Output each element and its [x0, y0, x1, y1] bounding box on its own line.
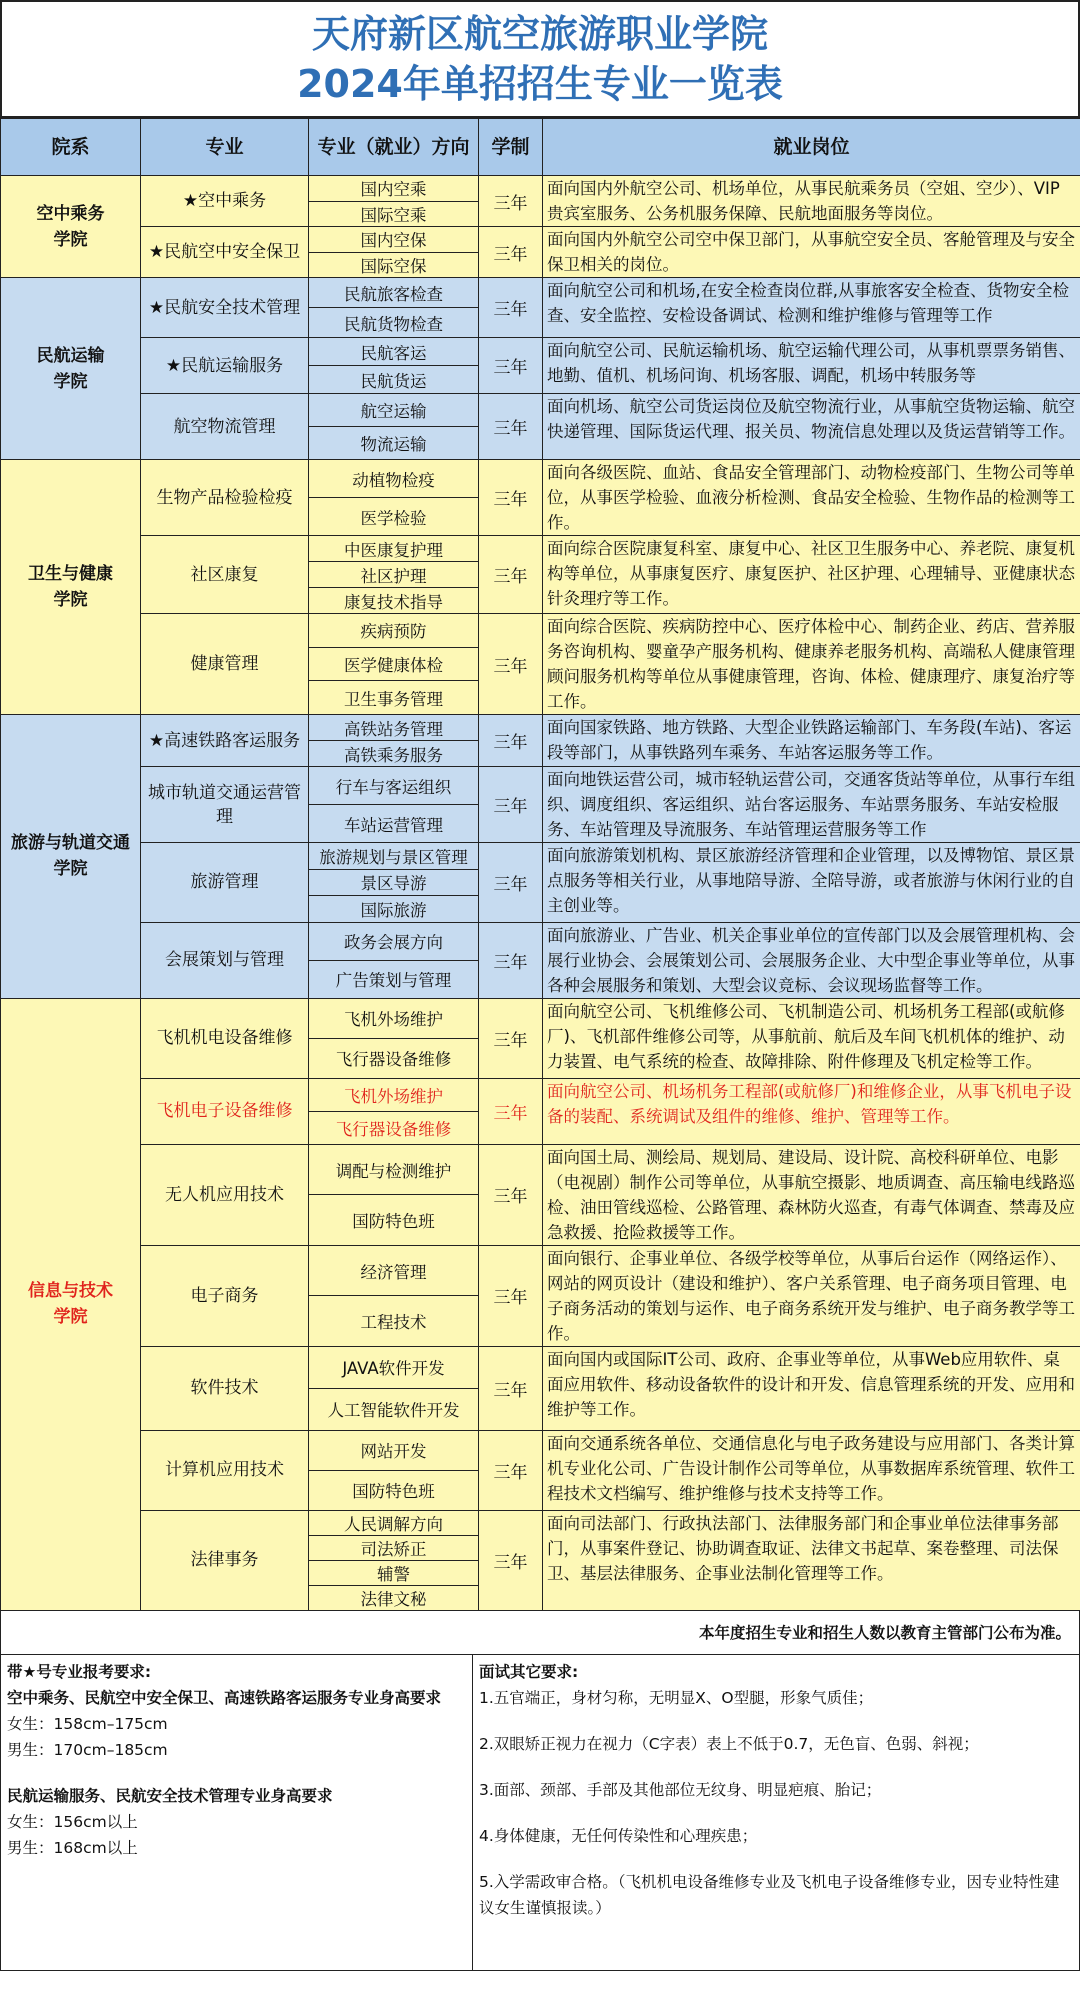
duration-cell: 三年	[479, 1144, 543, 1245]
department-name: 信息与技术 学院	[1, 998, 141, 1610]
direction-cell: 疾病预防	[309, 614, 479, 648]
table-row	[1, 1078, 1080, 1111]
jobs-cell: 面向司法部门、行政执法部门、法律服务部门和企事业单位法律事务部门，从事案件登记、协助调查取证、法律文书起草、案卷整理、司法保卫、基层法律服务、企事业法制化管理等工作。	[543, 1510, 1080, 1610]
interview-item: 2.双眼矫正视力在视力（C字表）表上不低于0.7，无色盲、色弱、斜视；	[479, 1734, 979, 1753]
jobs-cell: 面向国内外航空公司、机场单位，从事民航乘务员（空姐、空少）、VIP贵宾室服务、公务机服务保障、民航地面服务等岗位。	[543, 176, 1080, 227]
jobs-cell: 面向国家铁路、地方铁路、大型企业铁路运输部门、车务段(车站)、客运段等部门，从事铁路列车乘务、车站客运服务等工作。	[543, 715, 1080, 767]
jobs-cell: 面向航空公司、民航运输机场、航空运输代理公司，从事机票票务销售、地勤、值机、机场问询、机场客服、调配，机场中转服务等	[543, 338, 1080, 394]
duration-cell: 三年	[479, 278, 543, 338]
header-jobs: 就业岗位	[543, 119, 1080, 176]
jobs-cell: 面向国内或国际IT公司、政府、企事业等单位，从事Web应用软件、桌面应用软件、移动设备软件的设计和开发、信息管理系统的开发、应用和维护等工作。	[543, 1346, 1080, 1430]
direction-cell: 网站开发	[309, 1430, 479, 1470]
header-major: 专业	[141, 119, 309, 176]
table-row	[1, 176, 1080, 202]
table-row	[1, 227, 1080, 253]
direction-cell: 行车与客运组织	[309, 767, 479, 805]
table-header-row	[1, 119, 1080, 176]
jobs-cell: 面向旅游业、广告业、机关企事业单位的宣传部门以及会展管理机构、会展行业协会、会展策划公司、会展服务企业、大中型企事业等单位，从事各种会展服务和策划、大型会议竞标、会议现场监督等工作。	[543, 922, 1080, 998]
direction-cell: 飞行器设备维修	[309, 1111, 479, 1144]
height-requirements	[1, 1655, 473, 1970]
table-row	[1, 460, 1080, 498]
interview-item: 5.入学需政审合格。（飞机机电设备维修专业及飞机电子设备维修专业，因专业特性建议女生谨慎报读。）	[479, 1872, 1060, 1917]
major-name: ★民航安全技术管理	[141, 278, 309, 338]
duration-cell: 三年	[479, 227, 543, 278]
major-name: 飞机电子设备维修	[141, 1078, 309, 1144]
duration-cell: 三年	[479, 460, 543, 536]
direction-cell: JAVA软件开发	[309, 1346, 479, 1388]
major-name: 法律事务	[141, 1510, 309, 1610]
jobs-cell: 面向各级医院、血站、食品安全管理部门、动物检疫部门、生物公司等单位，从事医学检验、血液分析检测、食品安全检验、生物作品的检测等工作。	[543, 460, 1080, 536]
table-row	[1, 922, 1080, 960]
interview-item: 1.五官端正，身材匀称，无明显X、O型腿，形象气质佳；	[479, 1688, 874, 1707]
direction-cell: 国际空保	[309, 252, 479, 278]
direction-cell: 人民调解方向	[309, 1510, 479, 1535]
header-dept: 院系	[1, 119, 141, 176]
direction-cell: 辅警	[309, 1560, 479, 1585]
direction-cell: 航空运输	[309, 394, 479, 427]
table-row	[1, 614, 1080, 648]
major-name: 软件技术	[141, 1346, 309, 1430]
duration-cell: 三年	[479, 1346, 543, 1430]
jobs-cell: 面向国土局、测绘局、规划局、建设局、设计院、高校科研单位、电影（电视剧）制作公司等单位，从事航空摄影、地质调查、高压输电线路巡检、油田管线巡检、公路管理、森林防火巡查，有毒气体调查、禁毒及应急救援、抢险救援等工作。	[543, 1144, 1080, 1245]
direction-cell: 民航货运	[309, 366, 479, 394]
direction-cell: 政务会展方向	[309, 922, 479, 960]
direction-cell: 经济管理	[309, 1245, 479, 1296]
table-row	[1, 767, 1080, 805]
jobs-cell: 面向旅游策划机构、景区旅游经济管理和企业管理，以及博物馆、景区景点服务等相关行业，从事地陪导游、全陪导游，或者旅游与休闲行业的自主创业等。	[543, 843, 1080, 923]
title-box	[0, 0, 1080, 118]
major-name: 生物产品检验检疫	[141, 460, 309, 536]
jobs-cell: 面向航空公司、飞机维修公司、飞机制造公司、机场机务工程部(或航修厂)、飞机部件维修公司等，从事航前、航后及车间飞机机体的维护、动力装置、电气系统的检查、故障排除、附件修理及飞机定检等工作。	[543, 998, 1080, 1078]
page-subtitle: 2024年单招招生专业一览表	[297, 62, 783, 106]
group2-female: 女生：156cm以上	[7, 1812, 138, 1831]
direction-cell: 国际旅游	[309, 896, 479, 923]
duration-cell: 三年	[479, 767, 543, 843]
majors-table	[0, 118, 1080, 1611]
major-name: ★空中乘务	[141, 176, 309, 227]
duration-cell: 三年	[479, 1245, 543, 1346]
direction-cell: 中医康复护理	[309, 536, 479, 562]
direction-cell: 国际空乘	[309, 201, 479, 227]
group2-male: 男生：168cm以上	[7, 1838, 138, 1857]
jobs-cell: 面向航空公司、机场机务工程部(或航修厂)和维修企业，从事飞机电子设备的装配、系统调试及组件的维修、维护、管理等工作。	[543, 1078, 1080, 1144]
direction-cell: 旅游规划与景区管理	[309, 843, 479, 870]
header-direction: 专业（就业）方向	[309, 119, 479, 176]
duration-cell: 三年	[479, 1430, 543, 1510]
direction-cell: 动植物检疫	[309, 460, 479, 498]
department-name: 空中乘务 学院	[1, 176, 141, 278]
direction-cell: 司法矫正	[309, 1535, 479, 1560]
duration-cell: 三年	[479, 1078, 543, 1144]
direction-cell: 民航货物检查	[309, 308, 479, 338]
table-row	[1, 1245, 1080, 1296]
interview-requirements	[473, 1655, 1079, 1970]
major-name: ★高速铁路客运服务	[141, 715, 309, 767]
direction-cell: 康复技术指导	[309, 588, 479, 614]
duration-cell: 三年	[479, 394, 543, 460]
major-name: 会展策划与管理	[141, 922, 309, 998]
page-title: 天府新区航空旅游职业学院	[311, 12, 768, 56]
table-row	[1, 1346, 1080, 1388]
duration-cell: 三年	[479, 715, 543, 767]
jobs-cell: 面向国内外航空公司空中保卫部门，从事航空安全员、客舱管理及与安全保卫相关的岗位。	[543, 227, 1080, 278]
direction-cell: 高铁站务管理	[309, 715, 479, 741]
major-name: 旅游管理	[141, 843, 309, 923]
header-duration: 学制	[479, 119, 543, 176]
direction-cell: 国防特色班	[309, 1470, 479, 1510]
direction-cell: 卫生事务管理	[309, 681, 479, 715]
direction-cell: 国内空乘	[309, 176, 479, 202]
table-row	[1, 843, 1080, 870]
table-row	[1, 394, 1080, 427]
direction-cell: 民航旅客检查	[309, 278, 479, 308]
jobs-cell: 面向地铁运营公司，城市轻轨运营公司，交通客货站等单位，从事行车组织、调度组织、客运组织、站台客运服务、车站票务服务、车站安检服务、车站管理及导流服务、车站管理运营服务等工作	[543, 767, 1080, 843]
interview-title: 面试其它要求:	[479, 1662, 579, 1681]
table-row	[1, 1510, 1080, 1535]
direction-cell: 景区导游	[309, 869, 479, 896]
duration-cell: 三年	[479, 338, 543, 394]
table-row	[1, 998, 1080, 1038]
jobs-cell: 面向航空公司和机场,在安全检查岗位群,从事旅客安全检查、货物安全检查、安全监控、安检设备调试、检测和维护维修与管理等工作	[543, 278, 1080, 338]
major-name: 城市轨道交通运营管理	[141, 767, 309, 843]
direction-cell: 法律文秘	[309, 1585, 479, 1610]
table-row	[1, 1144, 1080, 1195]
footnote: 本年度招生专业和招生人数以教育主管部门公布为准。	[0, 1611, 1080, 1655]
jobs-cell: 面向综合医院、疾病防控中心、医疗体检中心、制药企业、药店、营养服务咨询机构、婴童孕产服务机构、健康养老服务机构、高端私人健康管理顾问服务机构等单位从事健康管理，咨询、体检、健康理疗、康复治疗等工作。	[543, 614, 1080, 715]
direction-cell: 广告策划与管理	[309, 960, 479, 998]
table-row	[1, 715, 1080, 741]
requirements-section	[0, 1655, 1080, 1971]
direction-cell: 社区护理	[309, 562, 479, 588]
department-name: 旅游与轨道交通 学院	[1, 715, 141, 999]
table-row	[1, 1430, 1080, 1470]
direction-cell: 调配与检测维护	[309, 1144, 479, 1195]
direction-cell: 车站运营管理	[309, 805, 479, 843]
major-name: 飞机机电设备维修	[141, 998, 309, 1078]
duration-cell: 三年	[479, 843, 543, 923]
direction-cell: 高铁乘务服务	[309, 741, 479, 767]
major-name: 航空物流管理	[141, 394, 309, 460]
group1-female: 女生：158cm–175cm	[7, 1714, 168, 1733]
direction-cell: 国内空保	[309, 227, 479, 253]
major-name: ★民航运输服务	[141, 338, 309, 394]
duration-cell: 三年	[479, 614, 543, 715]
jobs-cell: 面向机场、航空公司货运岗位及航空物流行业，从事航空货物运输、航空快递管理、国际货运代理、报关员、物流信息处理以及货运营销等工作。	[543, 394, 1080, 460]
group2-title: 民航运输服务、民航安全技术管理专业身高要求	[7, 1786, 333, 1805]
table-row	[1, 536, 1080, 562]
jobs-cell: 面向综合医院康复科室、康复中心、社区卫生服务中心、养老院、康复机构等单位，从事康复医疗、康复医护、社区护理、心理辅导、亚健康状态针灸理疗等工作。	[543, 536, 1080, 614]
duration-cell: 三年	[479, 922, 543, 998]
major-name: ★民航空中安全保卫	[141, 227, 309, 278]
direction-cell: 飞机外场维护	[309, 1078, 479, 1111]
department-name: 卫生与健康 学院	[1, 460, 141, 715]
direction-cell: 飞行器设备维修	[309, 1038, 479, 1078]
direction-cell: 国防特色班	[309, 1195, 479, 1246]
direction-cell: 人工智能软件开发	[309, 1388, 479, 1430]
major-name: 健康管理	[141, 614, 309, 715]
table-row	[1, 278, 1080, 308]
jobs-cell: 面向银行、企事业单位、各级学校等单位，从事后台运作（网络运作）、网站的网页设计（建设和维护）、客户关系管理、电子商务项目管理、电子商务活动的策划与运作、电子商务系统开发与维护、电子商务教学等工作。	[543, 1245, 1080, 1346]
interview-item: 4.身体健康，无任何传染性和心理疾患；	[479, 1826, 758, 1845]
direction-cell: 医学健康体检	[309, 647, 479, 681]
interview-item: 3.面部、颈部、手部及其他部位无纹身、明显疤痕、胎记；	[479, 1780, 882, 1799]
duration-cell: 三年	[479, 998, 543, 1078]
star-requirements-title: 带★号专业报考要求:	[7, 1662, 152, 1681]
major-name: 无人机应用技术	[141, 1144, 309, 1245]
table-row	[1, 338, 1080, 366]
duration-cell: 三年	[479, 536, 543, 614]
direction-cell: 飞机外场维护	[309, 998, 479, 1038]
group1-male: 男生：170cm–185cm	[7, 1740, 168, 1759]
duration-cell: 三年	[479, 176, 543, 227]
group1-title: 空中乘务、民航空中安全保卫、高速铁路客运服务专业身高要求	[7, 1688, 442, 1707]
direction-cell: 医学检验	[309, 498, 479, 536]
department-name: 民航运输 学院	[1, 278, 141, 460]
direction-cell: 工程技术	[309, 1296, 479, 1347]
jobs-cell: 面向交通系统各单位、交通信息化与电子政务建设与应用部门、各类计算机专业化公司、广告设计制作公司等单位，从事数据库系统管理、软件工程技术文档编写、维护维修与技术支持等工作。	[543, 1430, 1080, 1510]
major-name: 电子商务	[141, 1245, 309, 1346]
major-name: 计算机应用技术	[141, 1430, 309, 1510]
direction-cell: 物流运输	[309, 427, 479, 460]
direction-cell: 民航客运	[309, 338, 479, 366]
major-name: 社区康复	[141, 536, 309, 614]
duration-cell: 三年	[479, 1510, 543, 1610]
